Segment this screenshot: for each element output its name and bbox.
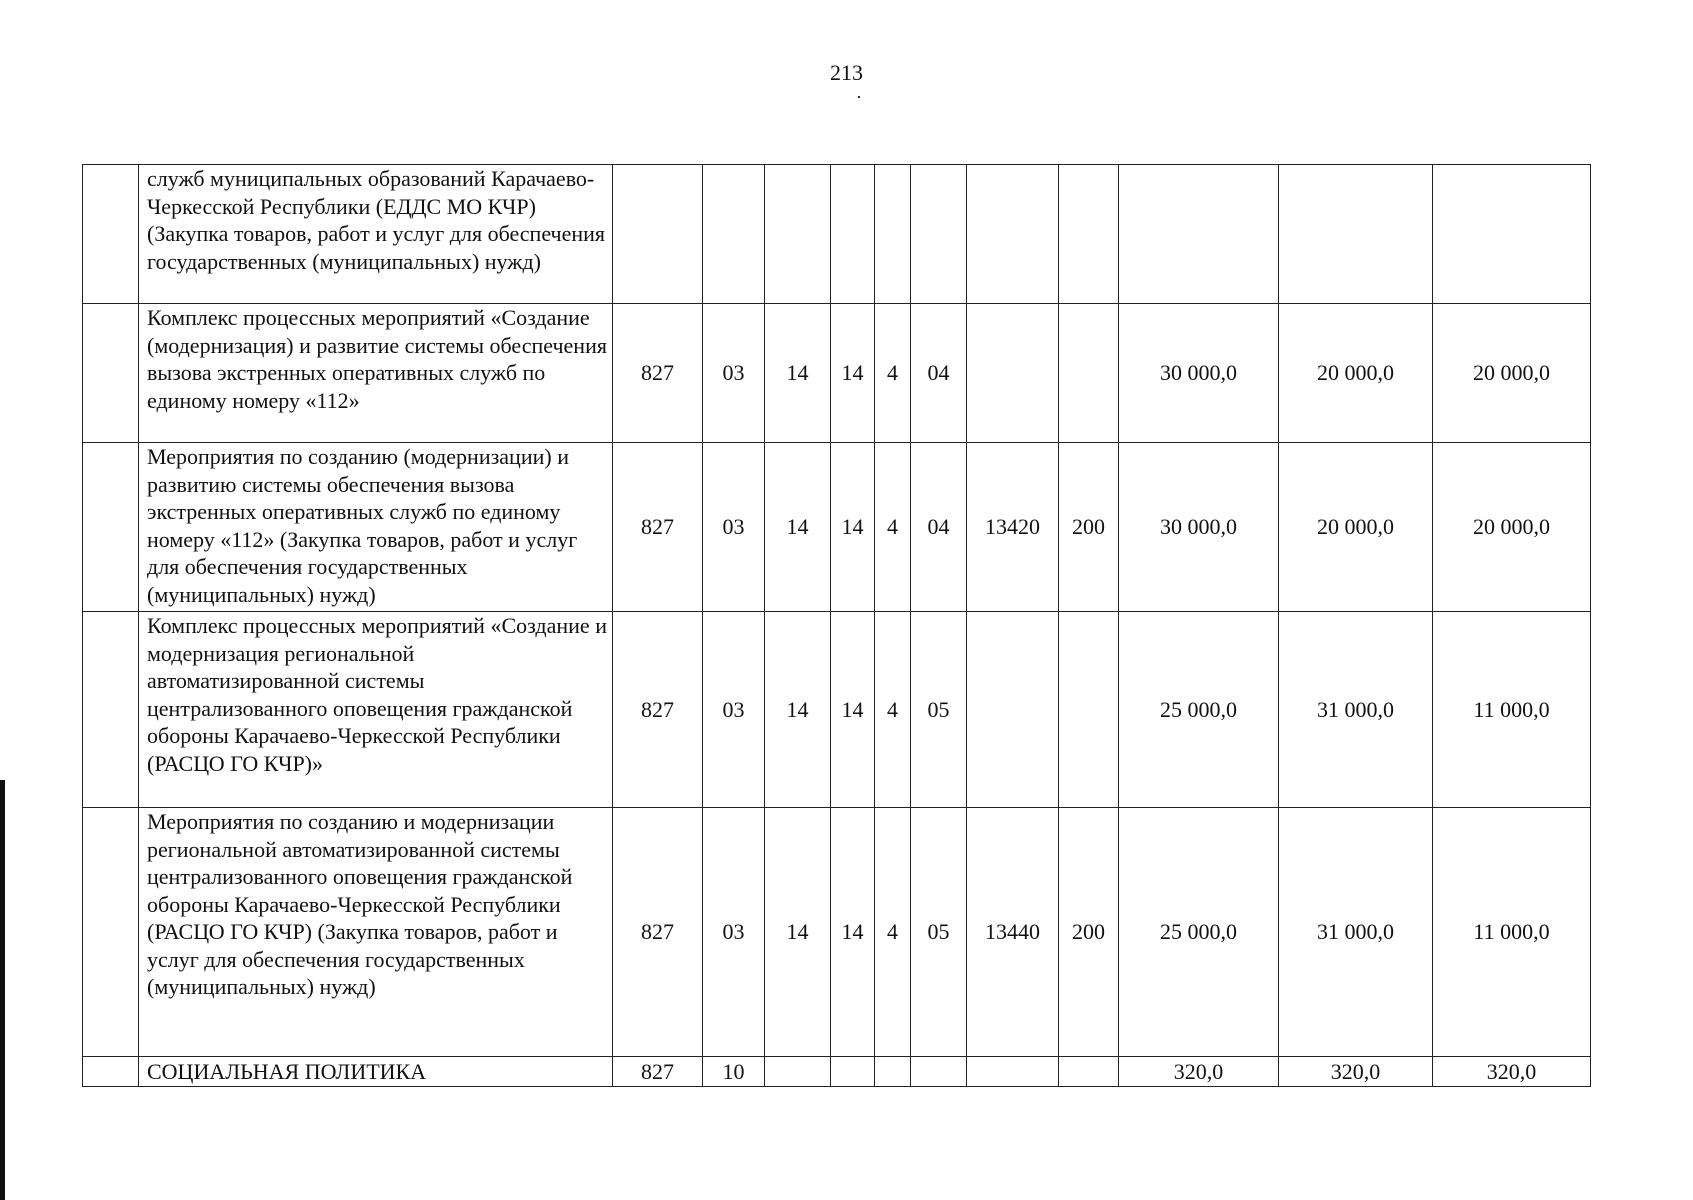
csr-type-cell: 4 bbox=[875, 443, 911, 612]
ved-cell: 827 bbox=[613, 808, 703, 1057]
row-number-cell bbox=[83, 304, 139, 443]
scan-speck bbox=[858, 96, 860, 98]
csr-direction-cell bbox=[967, 612, 1059, 808]
rz-cell: 03 bbox=[703, 304, 765, 443]
name-cell: СОЦИАЛЬНАЯ ПОЛИТИКА bbox=[139, 1057, 613, 1087]
vr-cell bbox=[1059, 165, 1119, 304]
vr-cell bbox=[1059, 1057, 1119, 1087]
row-number-cell bbox=[83, 443, 139, 612]
csr-direction-cell bbox=[967, 165, 1059, 304]
csr-complex-cell: 05 bbox=[911, 612, 967, 808]
ved-cell: 827 bbox=[613, 1057, 703, 1087]
name-cell: Комплекс процессных мероприятий «Создание и модернизация региональной автоматизированной системы централизованного оповещения гражданской обороны Карачаево-Черкесской Республики (РАСЦО ГО КЧР)» bbox=[139, 612, 613, 808]
amount-year2-cell: 31 000,0 bbox=[1279, 808, 1433, 1057]
name-cell: Комплекс процессных мероприятий «Создание (модернизация) и развитие системы обеспечения вызова экстренных оперативных служб по единому номеру «112» bbox=[139, 304, 613, 443]
amount-year1-cell: 30 000,0 bbox=[1119, 304, 1279, 443]
table-row bbox=[83, 304, 1591, 443]
amount-year3-cell: 11 000,0 bbox=[1433, 612, 1591, 808]
ved-cell: 827 bbox=[613, 612, 703, 808]
rz-cell: 03 bbox=[703, 443, 765, 612]
pr-cell bbox=[765, 1057, 831, 1087]
amount-year1-cell: 320,0 bbox=[1119, 1057, 1279, 1087]
ved-cell: 827 bbox=[613, 443, 703, 612]
name-cell: служб муниципальных образований Карачаево-Черкесской Республики (ЕДДС МО КЧР) (Закупка товаров, работ и услуг для обеспечения государственных (муниципальных) нужд) bbox=[139, 165, 613, 304]
amount-year2-cell bbox=[1279, 165, 1433, 304]
amount-year3-cell: 20 000,0 bbox=[1433, 443, 1591, 612]
rz-cell: 03 bbox=[703, 808, 765, 1057]
vr-cell: 200 bbox=[1059, 443, 1119, 612]
amount-year3-cell: 20 000,0 bbox=[1433, 304, 1591, 443]
csr-program-cell: 14 bbox=[831, 808, 875, 1057]
csr-program-cell: 14 bbox=[831, 443, 875, 612]
csr-program-cell bbox=[831, 165, 875, 304]
vr-cell: 200 bbox=[1059, 808, 1119, 1057]
table-row bbox=[83, 1057, 1591, 1087]
csr-complex-cell: 05 bbox=[911, 808, 967, 1057]
budget-table bbox=[82, 164, 1591, 1087]
amount-year3-cell: 11 000,0 bbox=[1433, 808, 1591, 1057]
csr-complex-cell bbox=[911, 165, 967, 304]
csr-direction-cell: 13420 bbox=[967, 443, 1059, 612]
amount-year2-cell: 20 000,0 bbox=[1279, 443, 1433, 612]
name-cell: Мероприятия по созданию (модернизации) и развитию системы обеспечения вызова экстренных оперативных служб по единому номеру «112» (Закупка товаров, работ и услуг для обеспечения государственных (муниципальных) нужд) bbox=[139, 443, 613, 612]
pr-cell: 14 bbox=[765, 443, 831, 612]
scan-edge-mark bbox=[0, 780, 5, 1200]
table-row bbox=[83, 443, 1591, 612]
pr-cell: 14 bbox=[765, 304, 831, 443]
name-cell: Мероприятия по созданию и модернизации региональной автоматизированной системы централизованного оповещения гражданской обороны Карачаево-Черкесской Республики (РАСЦО ГО КЧР) (Закупка товаров, работ и услуг для обеспечения государственных (муниципальных) нужд) bbox=[139, 808, 613, 1057]
table-row bbox=[83, 165, 1591, 304]
vr-cell bbox=[1059, 612, 1119, 808]
csr-type-cell bbox=[875, 1057, 911, 1087]
row-number-cell bbox=[83, 165, 139, 304]
ved-cell: 827 bbox=[613, 304, 703, 443]
amount-year2-cell: 31 000,0 bbox=[1279, 612, 1433, 808]
pr-cell bbox=[765, 165, 831, 304]
amount-year2-cell: 20 000,0 bbox=[1279, 304, 1433, 443]
row-number-cell bbox=[83, 1057, 139, 1087]
csr-program-cell: 14 bbox=[831, 612, 875, 808]
csr-complex-cell bbox=[911, 1057, 967, 1087]
pr-cell: 14 bbox=[765, 808, 831, 1057]
amount-year1-cell: 25 000,0 bbox=[1119, 808, 1279, 1057]
csr-complex-cell: 04 bbox=[911, 304, 967, 443]
csr-direction-cell bbox=[967, 1057, 1059, 1087]
csr-complex-cell: 04 bbox=[911, 443, 967, 612]
csr-direction-cell: 13440 bbox=[967, 808, 1059, 1057]
rz-cell bbox=[703, 165, 765, 304]
amount-year1-cell bbox=[1119, 165, 1279, 304]
csr-program-cell: 14 bbox=[831, 304, 875, 443]
csr-direction-cell bbox=[967, 304, 1059, 443]
table-row bbox=[83, 808, 1591, 1057]
csr-type-cell bbox=[875, 165, 911, 304]
csr-type-cell: 4 bbox=[875, 808, 911, 1057]
csr-type-cell: 4 bbox=[875, 304, 911, 443]
row-number-cell bbox=[83, 612, 139, 808]
amount-year3-cell: 320,0 bbox=[1433, 1057, 1591, 1087]
pr-cell: 14 bbox=[765, 612, 831, 808]
table-row bbox=[83, 612, 1591, 808]
vr-cell bbox=[1059, 304, 1119, 443]
amount-year1-cell: 30 000,0 bbox=[1119, 443, 1279, 612]
rz-cell: 10 bbox=[703, 1057, 765, 1087]
amount-year2-cell: 320,0 bbox=[1279, 1057, 1433, 1087]
csr-program-cell bbox=[831, 1057, 875, 1087]
amount-year1-cell: 25 000,0 bbox=[1119, 612, 1279, 808]
rz-cell: 03 bbox=[703, 612, 765, 808]
ved-cell bbox=[613, 165, 703, 304]
page-number: 213 bbox=[830, 60, 863, 85]
amount-year3-cell bbox=[1433, 165, 1591, 304]
row-number-cell bbox=[83, 808, 139, 1057]
csr-type-cell: 4 bbox=[875, 612, 911, 808]
